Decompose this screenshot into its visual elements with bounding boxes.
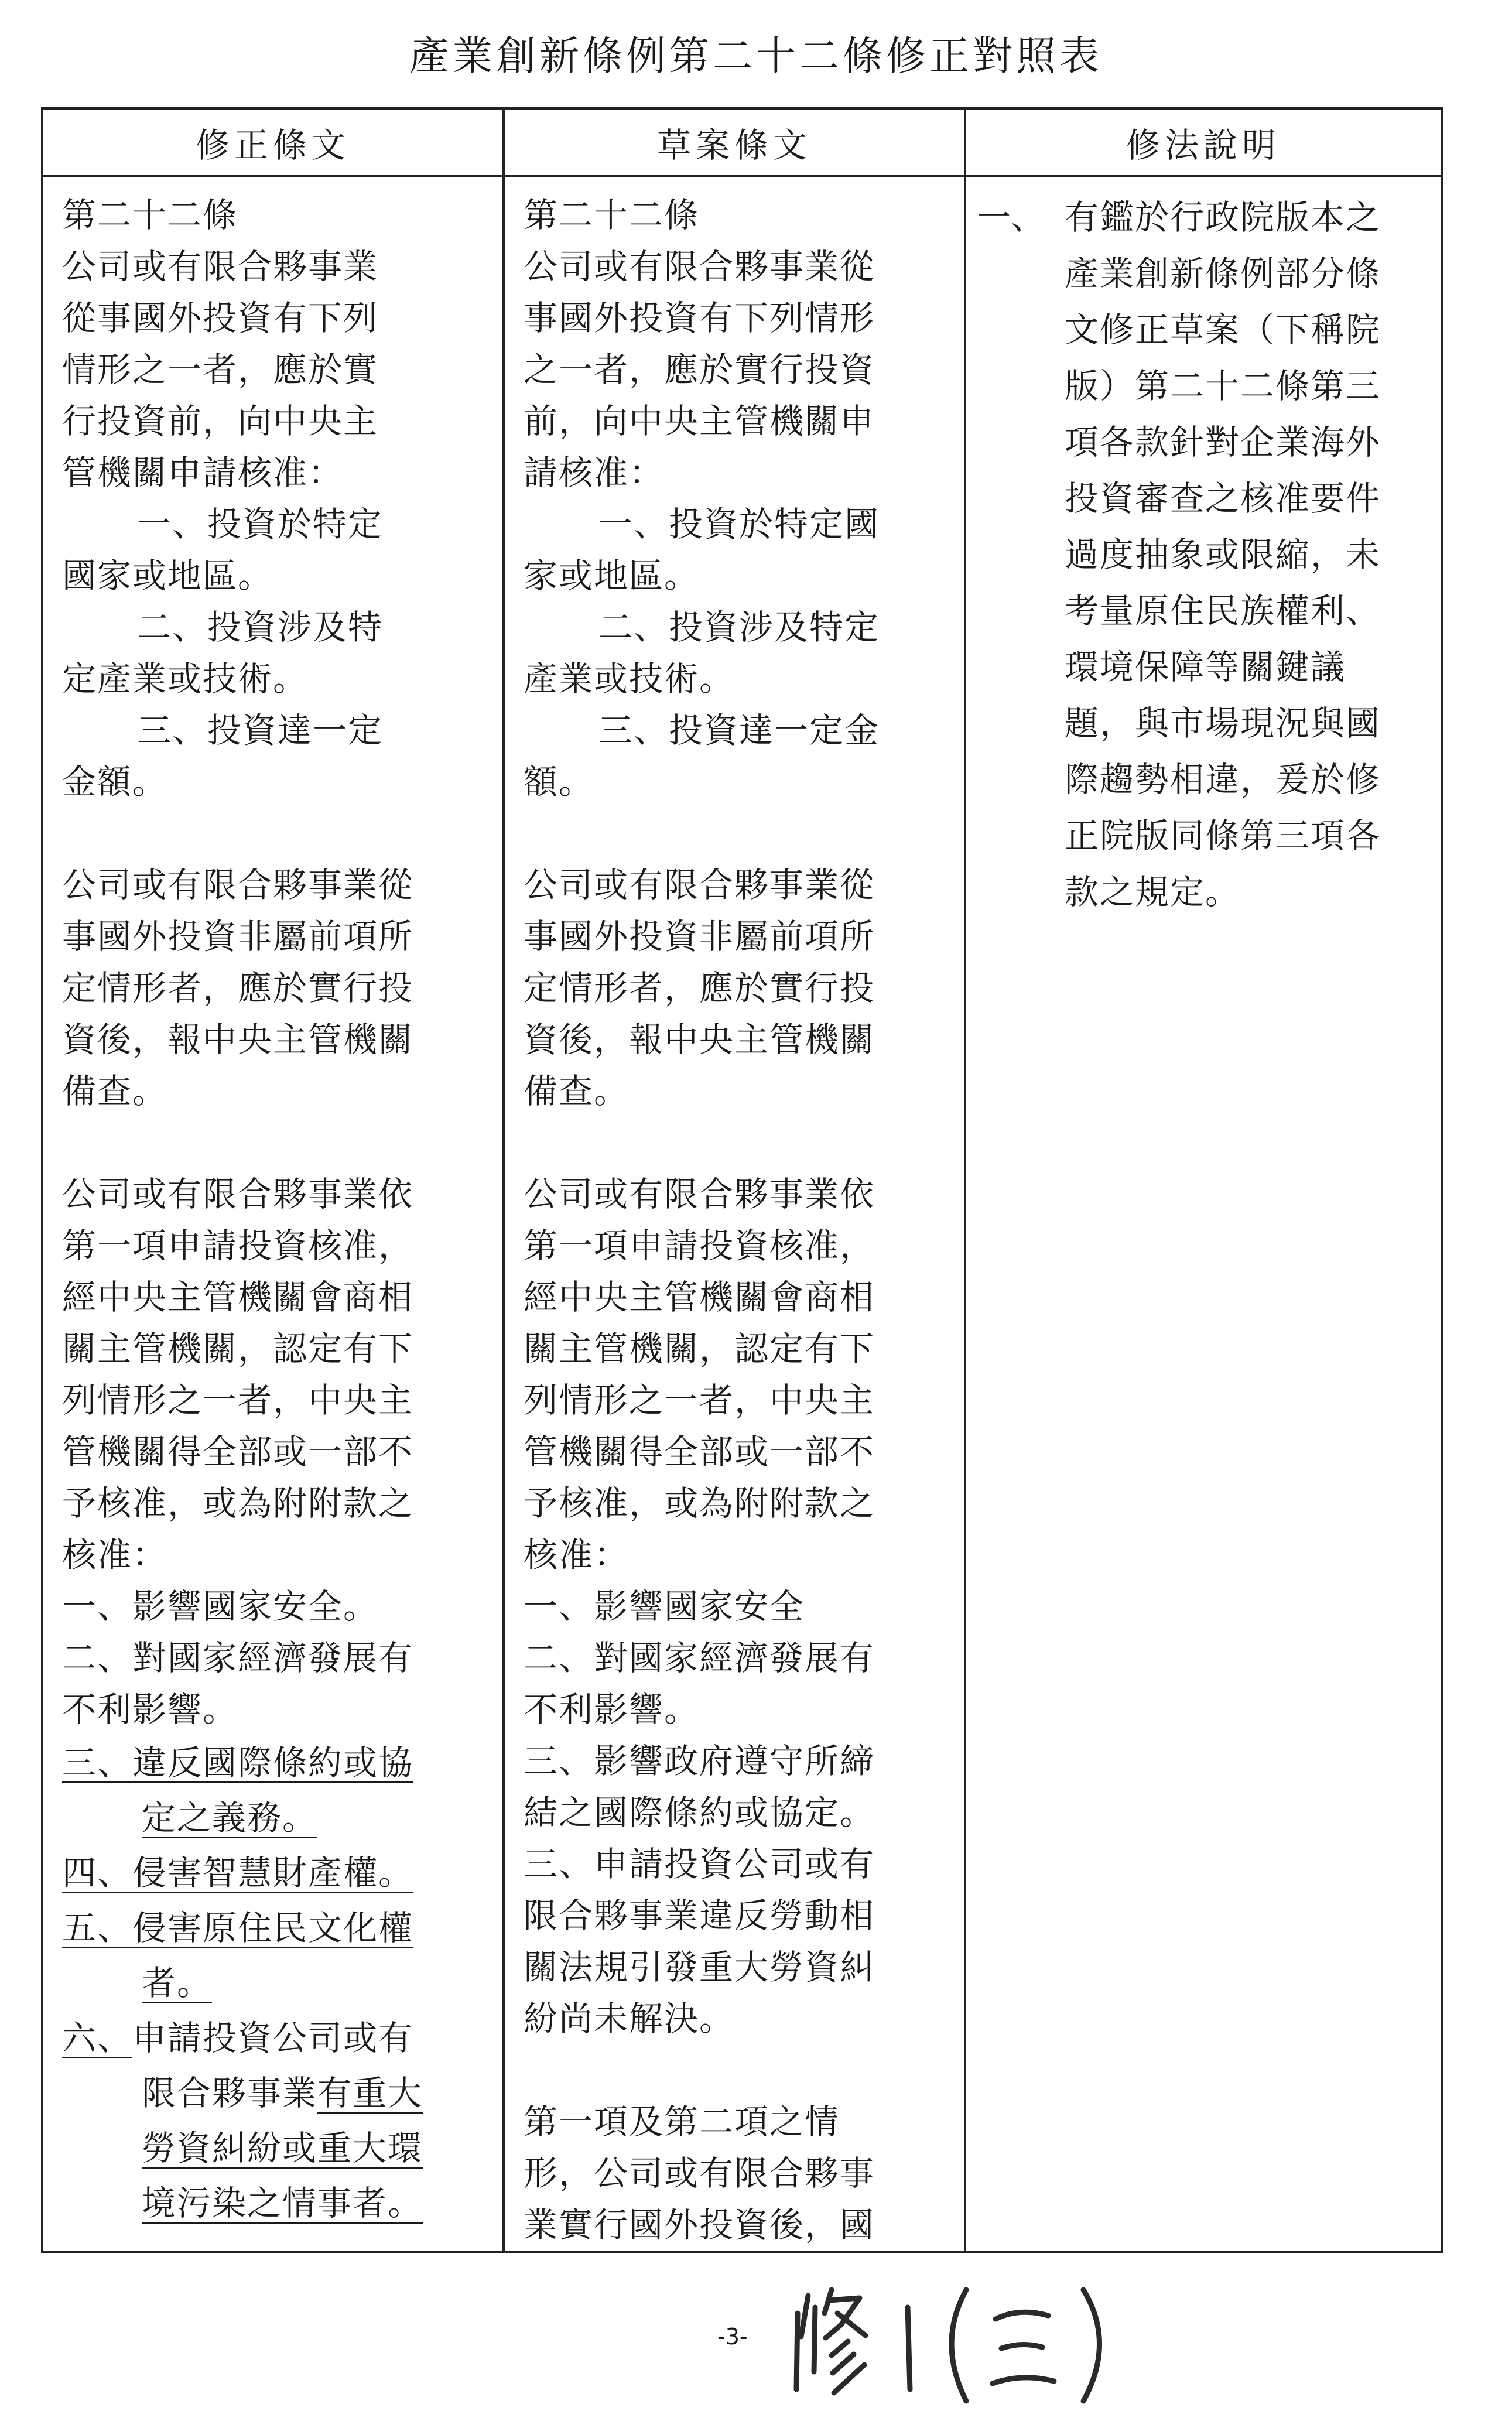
draft-cell — [504, 176, 965, 2252]
amended-p3-line: 管機關得全部或一部不 — [62, 1432, 414, 1472]
amended-p3-line: 經中央主管機關會商相 — [62, 1277, 414, 1317]
draft-item-line: 二、對國家經濟發展有 — [524, 1638, 875, 1678]
amended-p1-item: 定產業或技術。 — [62, 659, 309, 699]
header-row — [42, 108, 1442, 176]
draft-p1-item: 二、投資涉及特定 — [598, 607, 880, 647]
amended-p2-line: 資後，報中央主管機關 — [62, 1020, 414, 1059]
explanation-line: 考量原住民族權利、 — [1065, 591, 1381, 631]
amended-item-2-cont: 不利影響。 — [62, 1690, 238, 1729]
header-explanation: 修法說明 — [965, 108, 1442, 176]
amended-p3-line: 關主管機關，認定有下 — [62, 1329, 414, 1369]
explanation-line: 環境保障等關鍵議 — [1065, 647, 1346, 687]
amended-p1-line: 管機關申請核准： — [62, 453, 344, 493]
draft-p1-item: 一、投資於特定國 — [598, 504, 880, 544]
amended-p3-line: 公司或有限合夥事業依 — [62, 1174, 414, 1214]
explanation-line: 產業創新條例部分條 — [1065, 254, 1381, 293]
draft-p2-line: 備查。 — [524, 1071, 630, 1111]
explanation-line: 投資審查之核准要件 — [1065, 478, 1381, 518]
amended-item-2: 二、對國家經濟發展有 — [62, 1638, 414, 1678]
draft-p1-item: 產業或技術。 — [524, 659, 735, 699]
header-draft: 草案條文 — [504, 108, 965, 176]
explanation-line: 過度抽象或限縮，未 — [1065, 535, 1381, 575]
draft-p3-line: 予核准，或為附附款之 — [524, 1483, 875, 1523]
amended-p3-line: 核准： — [62, 1535, 168, 1575]
explanation-line: 際趨勢相違，爰於修 — [1065, 760, 1381, 799]
draft-item-line: 限合夥事業違反勞動相 — [524, 1896, 875, 1936]
draft-item-line: 關法規引發重大勞資糾 — [524, 1947, 875, 1987]
explanation-line: 項各款針對企業海外 — [1065, 422, 1381, 462]
amended-cell — [42, 176, 504, 2252]
draft-item-line: 三、影響政府遵守所締 — [524, 1741, 875, 1781]
amended-p1-line: 公司或有限合夥事業 — [62, 247, 379, 286]
draft-p3-line: 第一項申請投資核准， — [524, 1226, 875, 1266]
draft-p3-line: 管機關得全部或一部不 — [524, 1432, 875, 1472]
amended-p3-line: 列情形之一者，中央主 — [62, 1380, 414, 1420]
explanation-line: 題，與市場現況與國 — [1065, 703, 1381, 743]
amended-article: 第二十二條 — [62, 195, 238, 235]
draft-p3-line: 關主管機關，認定有下 — [524, 1329, 875, 1369]
draft-p4-line: 形，公司或有限合夥事 — [524, 2153, 875, 2193]
amended-p1-line: 情形之一者，應於實 — [62, 350, 379, 389]
amended-new-item-5: 五、侵害原住民文化權 — [62, 1908, 414, 1948]
draft-article: 第二十二條 — [524, 195, 700, 235]
header-amended: 修正條文 — [42, 108, 504, 176]
amended-new-item-6: 六、申請投資公司或有 — [62, 2018, 414, 2058]
amended-p1-item: 一、投資於特定 — [137, 504, 384, 544]
draft-p4-line: 第一項及第二項之情 — [524, 2102, 840, 2142]
amended-p1-item: 三、投資達一定 — [137, 710, 384, 750]
page-number: -3- — [717, 2324, 748, 2350]
draft-item-line: 結之國際條約或協定。 — [524, 1793, 875, 1832]
draft-item-line: 一、影響國家安全 — [524, 1586, 805, 1626]
draft-p2-line: 資後，報中央主管機關 — [524, 1020, 875, 1059]
draft-p1-item: 額。 — [524, 762, 594, 802]
document-title: 產業創新條例第二十二條修正對照表 — [409, 33, 1103, 80]
explanation-line: 文修正草案（下稱院 — [1065, 310, 1381, 350]
draft-item-line: 紛尚未解決。 — [524, 1999, 735, 2039]
explanation-line: 正院版同條第三項各 — [1065, 816, 1381, 856]
amended-p2-line: 備查。 — [62, 1071, 168, 1111]
explanation-line: 有鑑於行政院版本之 — [1065, 197, 1381, 237]
amended-p1-line: 行投資前，向中央主 — [62, 401, 379, 441]
amended-p3-line: 予核准，或為附附款之 — [62, 1483, 414, 1523]
draft-p3-line: 列情形之一者，中央主 — [524, 1380, 875, 1420]
draft-p1-line: 請核准： — [524, 453, 665, 493]
amended-p1-line: 從事國外投資有下列 — [62, 298, 379, 338]
explanation-line: 版）第二十二條第三 — [1065, 366, 1381, 406]
draft-p3-line: 核准： — [524, 1535, 630, 1575]
amended-new-item-3: 三、違反國際條約或協 — [62, 1743, 414, 1783]
amended-p1-item: 金額。 — [62, 762, 168, 802]
draft-p2-line: 公司或有限合夥事業從 — [524, 865, 875, 905]
draft-item-line: 不利影響。 — [524, 1690, 700, 1729]
amended-p1-item: 二、投資涉及特 — [137, 607, 384, 647]
draft-p2-line: 定情形者，應於實行投 — [524, 968, 875, 1008]
draft-p3-line: 經中央主管機關會商相 — [524, 1277, 875, 1317]
explanation-number: 一、 — [977, 197, 1045, 237]
amended-p3-line: 第一項申請投資核准， — [62, 1226, 414, 1266]
amended-p1-item: 國家或地區。 — [62, 556, 273, 596]
draft-p1-line: 事國外投資有下列情形 — [524, 298, 875, 338]
amended-p2-line: 公司或有限合夥事業從 — [62, 865, 414, 905]
amended-p2-line: 事國外投資非屬前項所 — [62, 917, 414, 956]
draft-p1-line: 公司或有限合夥事業從 — [524, 247, 875, 286]
handwritten-annotation — [791, 2272, 1165, 2413]
comparison-table — [41, 107, 1443, 2253]
amended-new-item-6-cont: 勞資糾紛或重大環 — [142, 2128, 423, 2168]
draft-p1-line: 之一者，應於實行投資 — [524, 350, 875, 389]
draft-p1-item: 三、投資達一定金 — [598, 710, 880, 750]
draft-item-line: 三、申請投資公司或有 — [524, 1844, 875, 1884]
draft-p1-item: 家或地區。 — [524, 556, 700, 596]
amended-new-item-4: 四、侵害智慧財產權。 — [62, 1853, 414, 1893]
amended-new-item-5-cont: 者。 — [142, 1963, 213, 2003]
draft-p2-line: 事國外投資非屬前項所 — [524, 917, 875, 956]
amended-item-1: 一、影響國家安全。 — [62, 1586, 379, 1626]
amended-p2-line: 定情形者，應於實行投 — [62, 968, 414, 1008]
explanation-line: 款之規定。 — [1065, 872, 1241, 912]
draft-p4-line: 業實行國外投資後，國 — [524, 2205, 875, 2245]
draft-p1-line: 前，向中央主管機關申 — [524, 401, 875, 441]
explanation-cell — [965, 176, 1442, 2252]
amended-new-item-3-cont: 定之義務。 — [142, 1798, 318, 1838]
amended-new-item-6-cont: 限合夥事業有重大 — [142, 2073, 423, 2113]
draft-p3-line: 公司或有限合夥事業依 — [524, 1174, 875, 1214]
amended-new-item-6-cont: 境污染之情事者。 — [142, 2183, 423, 2223]
